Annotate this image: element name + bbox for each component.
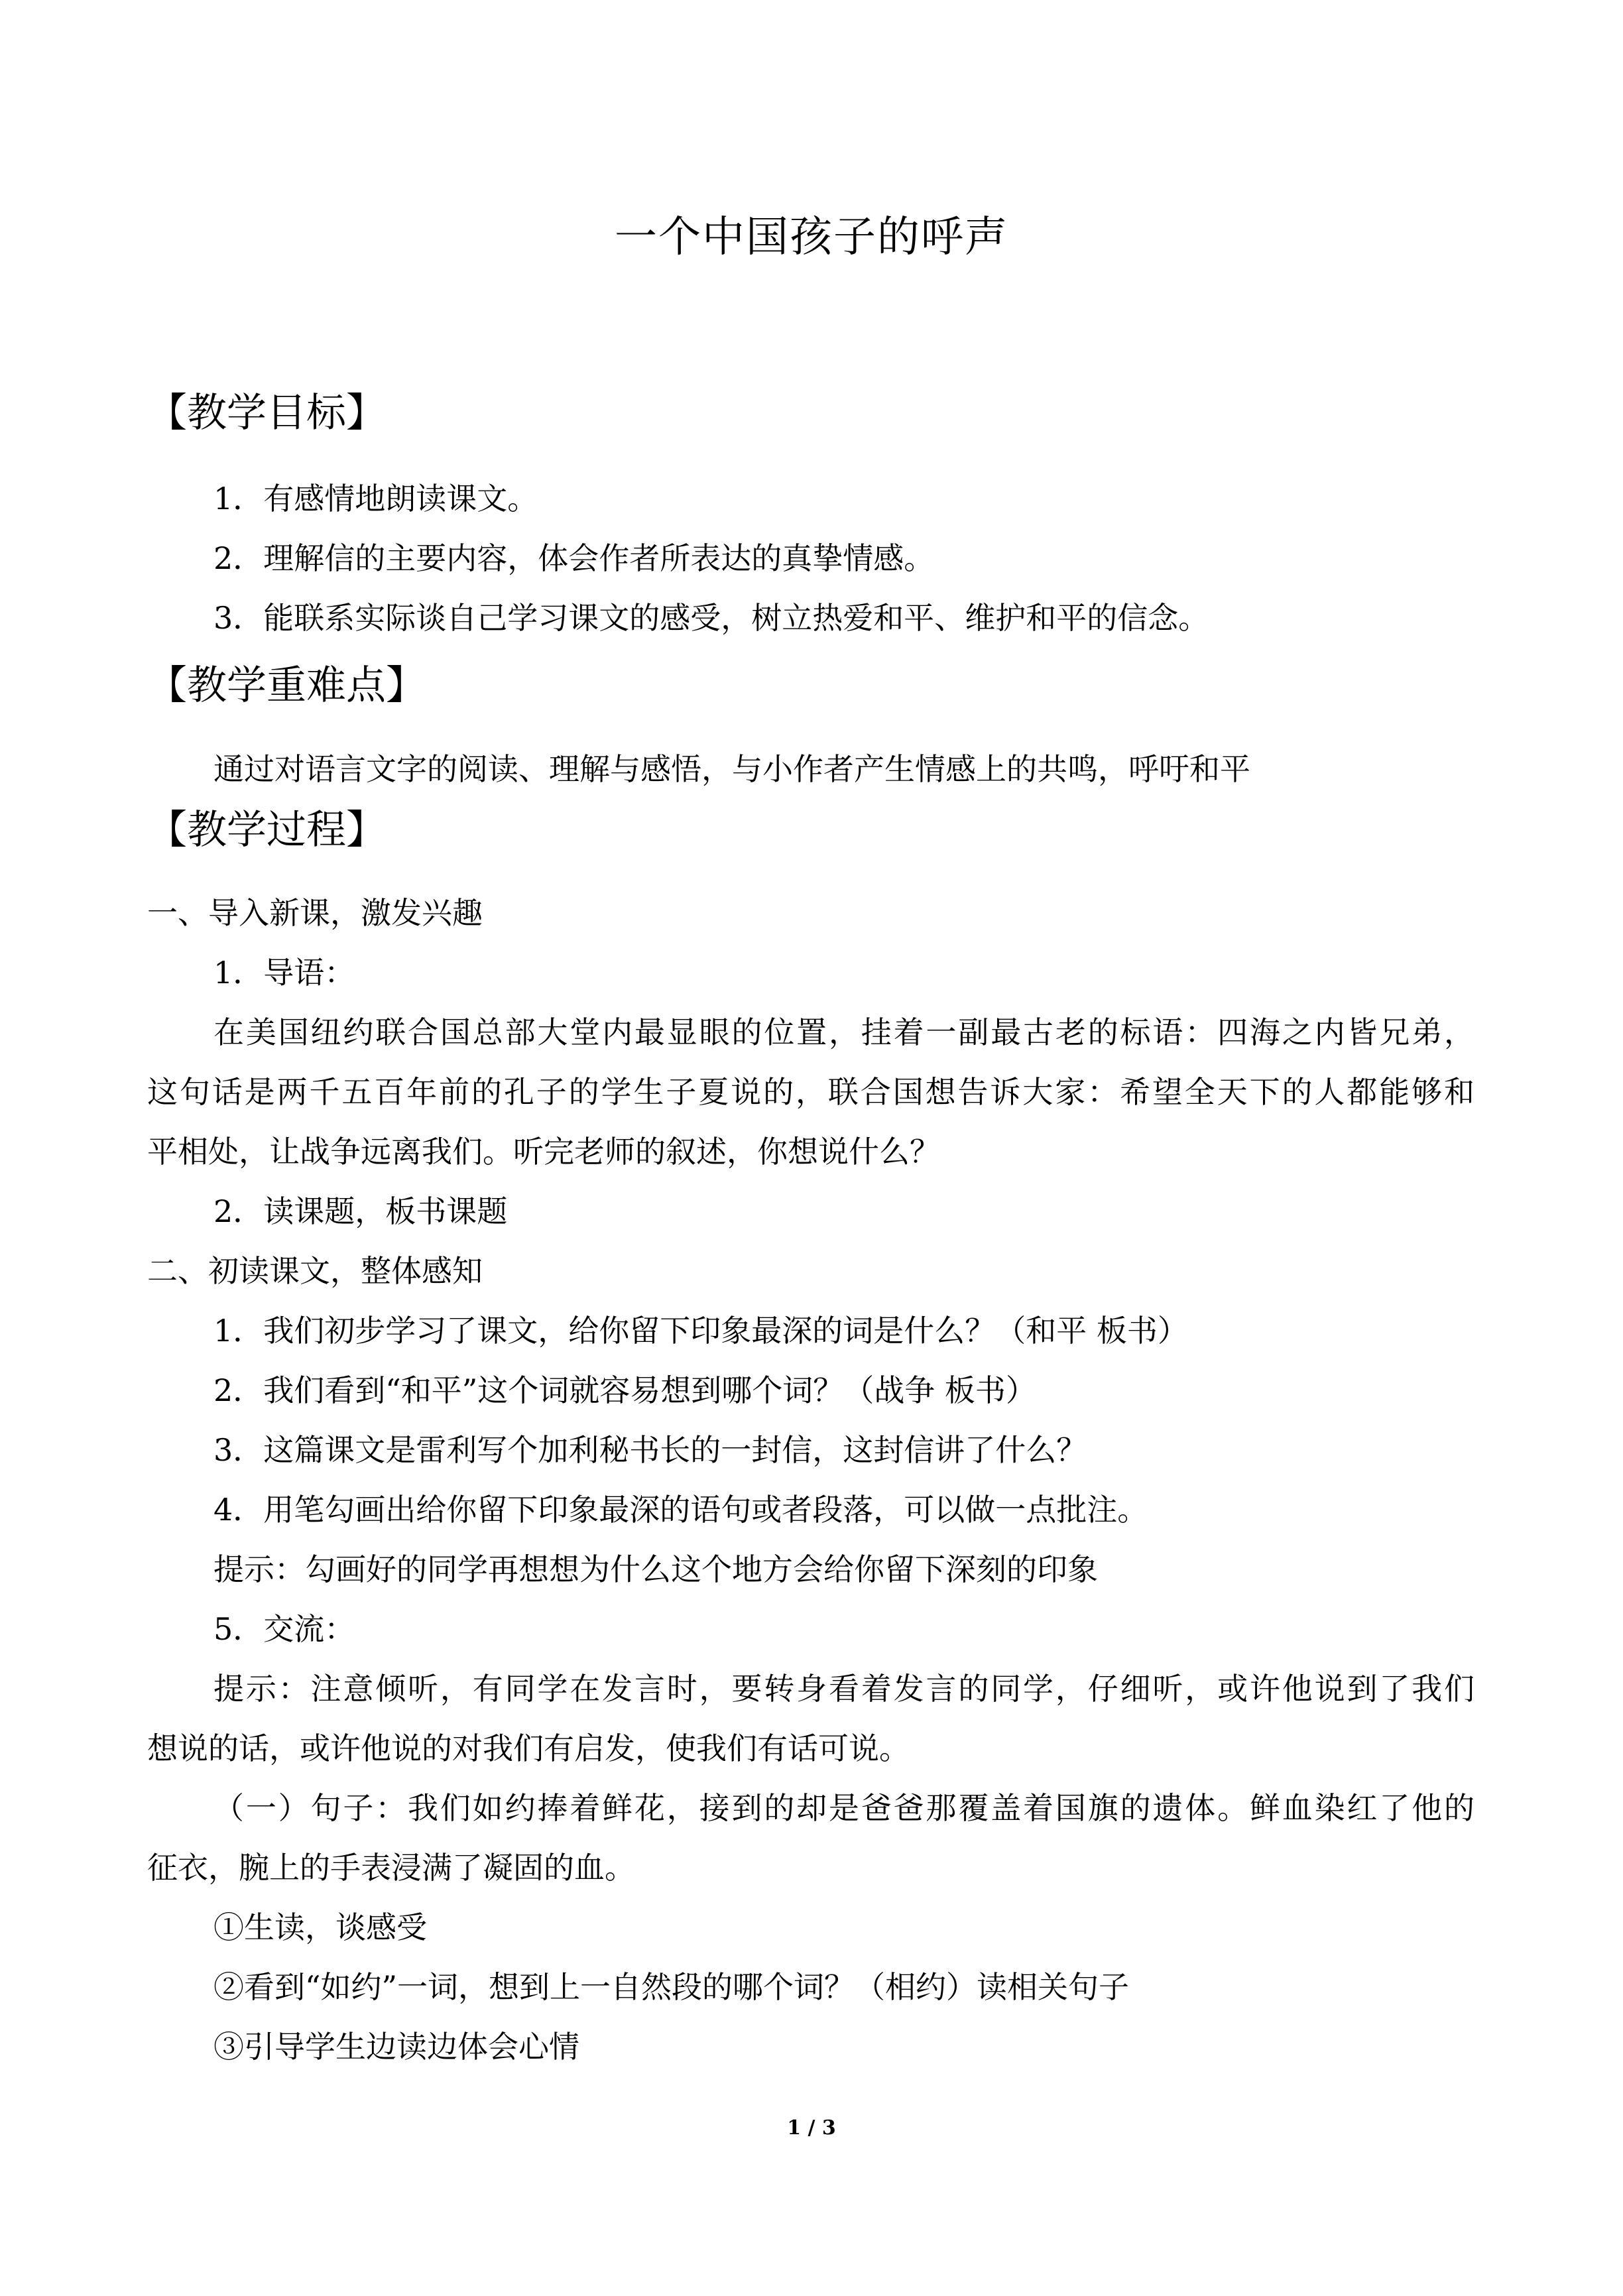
part2-item-5: 5．交流： (213, 1611, 355, 1647)
part2-item-1: 1．我们初步学习了课文，给你留下印象最深的词是什么？（和平 板书） (213, 1313, 1188, 1349)
part2-heading: 二、初读课文，整体感知 (147, 1253, 483, 1289)
part2-item-3: 3．这篇课文是雷利写个加利秘书长的一封信，这封信讲了什么？ (213, 1432, 1087, 1468)
part2-step-1: ①生读，谈感受 (213, 1909, 427, 1945)
part2-step-2: ②看到“如约”一词，想到上一自然段的哪个词？（相约）读相关句子 (213, 1969, 1130, 2005)
part2-hint-1: 提示：勾画好的同学再想想为什么这个地方会给你留下深刻的印象 (213, 1551, 1098, 1587)
part2-item-4: 4．用笔勾画出给你留下印象最深的语句或者段落，可以做一点批注。 (213, 1492, 1148, 1528)
objective-item-2: 2．理解信的主要内容，体会作者所表达的真挚情感。 (213, 540, 935, 576)
part1-item-1: 1．导语： (213, 955, 355, 991)
part1-paragraph-line-3: 平相处，让战争远离我们。听完老师的叙述，你想说什么？ (147, 1134, 940, 1170)
process-heading: 【教学过程】 (147, 807, 386, 853)
part1-item-2: 2．读课题，板书课题 (213, 1193, 508, 1229)
key-points-heading: 【教学重难点】 (147, 662, 426, 709)
page-number: 1 / 3 (787, 2116, 836, 2140)
part2-step-3: ③引导学生边读边体会心情 (213, 2029, 579, 2065)
key-points-text: 通过对语言文字的阅读、理解与感悟，与小作者产生情感上的共鸣，呼吁和平 (213, 751, 1250, 787)
part1-heading: 一、导入新课，激发兴趣 (147, 895, 483, 931)
objectives-heading: 【教学目标】 (147, 390, 386, 436)
part2-sentence-line-1: （一）句子：我们如约捧着鲜花，接到的却是爸爸那覆盖着国旗的遗体。鲜血染红了他的 (213, 1790, 1474, 1826)
part2-item-2: 2．我们看到“和平”这个词就容易想到哪个词？（战争 板书） (213, 1372, 1036, 1408)
objective-item-1: 1．有感情地朗读课文。 (213, 481, 538, 516)
part2-sentence-line-2: 征衣，腕上的手表浸满了凝固的血。 (147, 1850, 635, 1886)
objective-item-3: 3．能联系实际谈自己学习课文的感受，树立热爱和平、维护和平的信念。 (213, 600, 1209, 636)
part2-hint-2-line-2: 想说的话，或许他说的对我们有启发，使我们有话可说。 (147, 1730, 910, 1766)
part2-hint-2-line-1: 提示：注意倾听，有同学在发言时，要转身看着发言的同学，仔细听，或许他说到了我们 (213, 1671, 1474, 1707)
page-title: 一个中国孩子的呼声 (615, 213, 1008, 262)
part1-paragraph-line-1: 在美国纽约联合国总部大堂内最显眼的位置，挂着一副最古老的标语：四海之内皆兄弟， (213, 1014, 1474, 1050)
part1-paragraph-line-2: 这句话是两千五百年前的孔子的学生子夏说的，联合国想告诉大家：希望全天下的人都能够和 (147, 1074, 1474, 1110)
